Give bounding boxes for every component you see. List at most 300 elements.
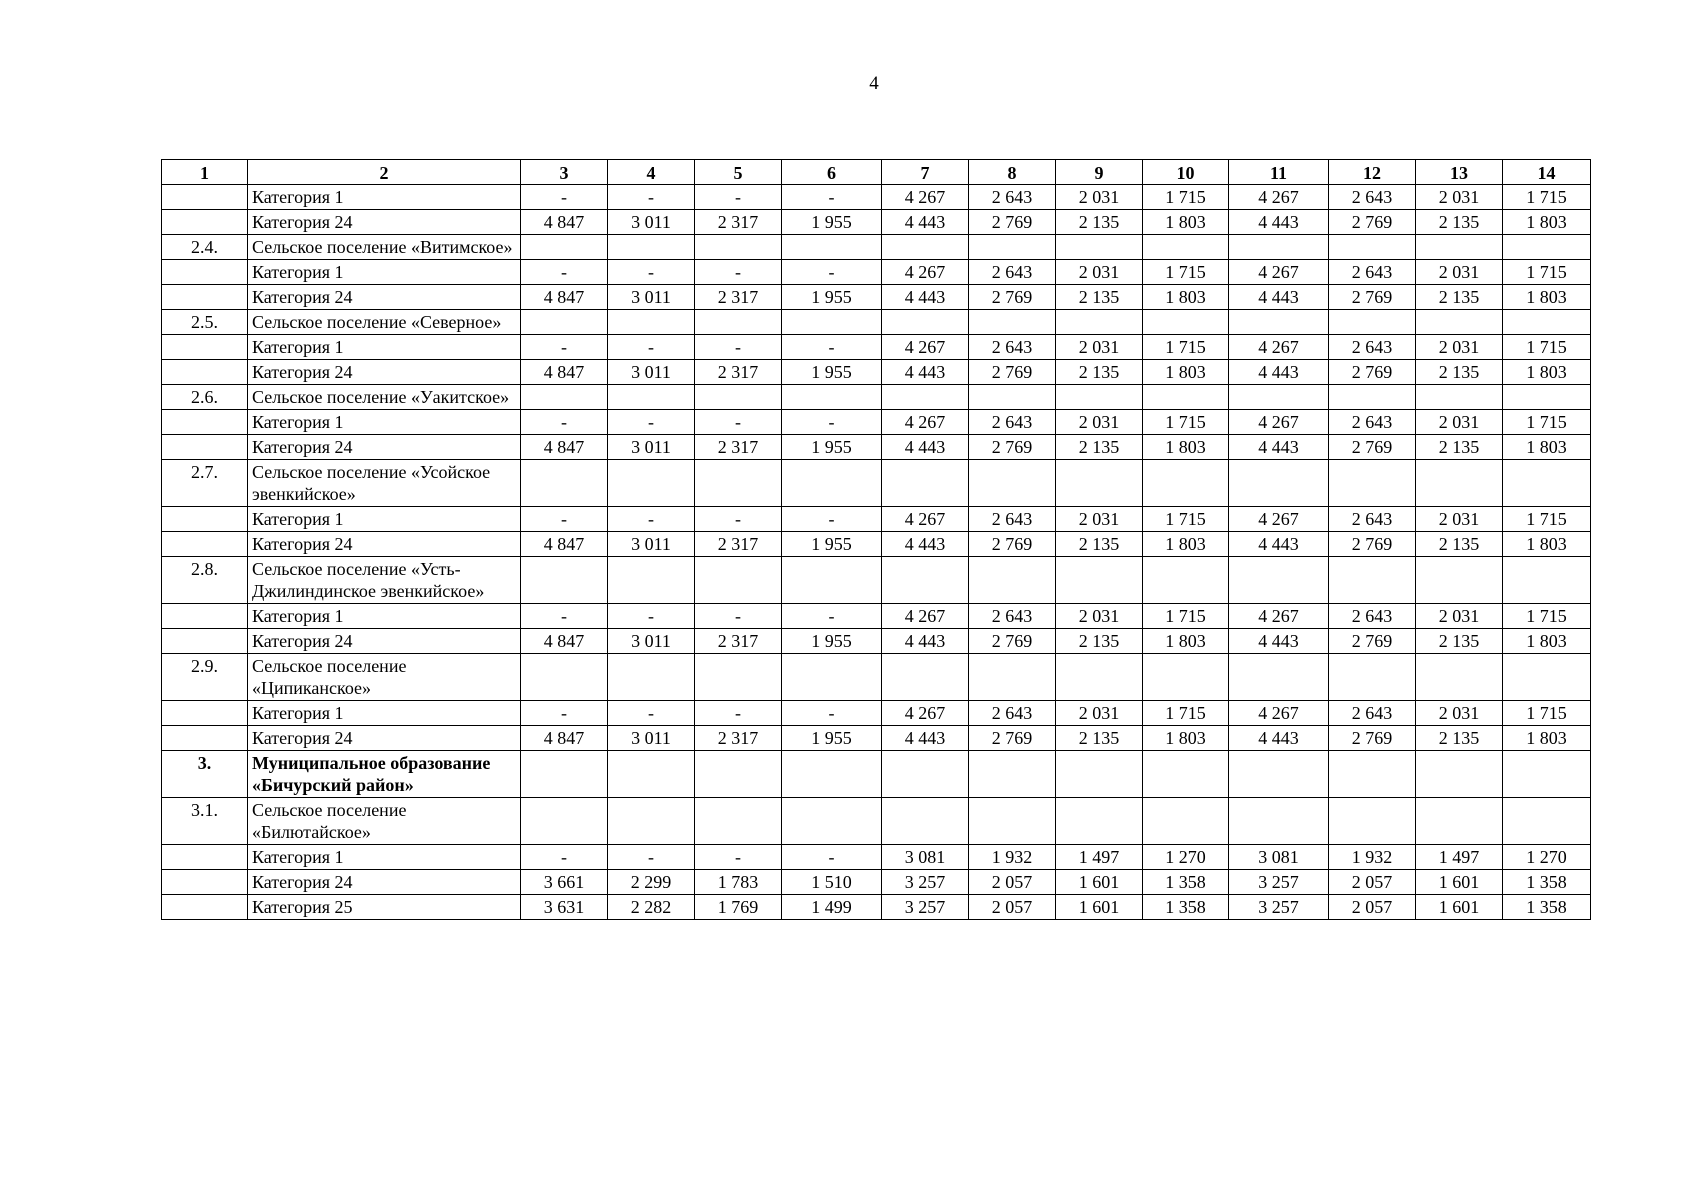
table-cell: 2 135 (1416, 629, 1503, 654)
table-cell: - (608, 185, 695, 210)
table-cell: 1 510 (782, 870, 882, 895)
row-name: Сельское поселение «Уакитское» (248, 385, 521, 410)
table-cell: 2 317 (695, 285, 782, 310)
table-cell: 4 267 (1229, 507, 1329, 532)
table-cell: 1 715 (1143, 335, 1229, 360)
table-cell: - (782, 410, 882, 435)
table-cell: 4 267 (1229, 410, 1329, 435)
row-number: 2.9. (162, 654, 248, 701)
row-name: Категория 24 (248, 360, 521, 385)
table-cell (1143, 798, 1229, 845)
table-cell: 4 443 (1229, 360, 1329, 385)
table-cell (882, 798, 969, 845)
table-cell (695, 751, 782, 798)
table-cell: 2 769 (1329, 210, 1416, 235)
table-cell (969, 385, 1056, 410)
table-row (162, 895, 1591, 920)
table-cell: - (608, 410, 695, 435)
row-name: Категория 1 (248, 845, 521, 870)
table-row (162, 460, 1591, 507)
table-cell (1056, 310, 1143, 335)
table-cell: 4 267 (882, 701, 969, 726)
table-cell: 4 443 (1229, 210, 1329, 235)
table-cell: 2 317 (695, 726, 782, 751)
table-cell: - (695, 845, 782, 870)
table-cell: 2 643 (1329, 701, 1416, 726)
row-name: Сельское поселение «Усть-Джилиндинское эвенкийское» (248, 557, 521, 604)
row-number (162, 285, 248, 310)
table-cell: 1 803 (1143, 532, 1229, 557)
table-cell: 1 955 (782, 726, 882, 751)
page-number: 4 (869, 73, 879, 94)
table-cell (1329, 654, 1416, 701)
table-row (162, 726, 1591, 751)
table-cell (1416, 460, 1503, 507)
row-number: 2.4. (162, 235, 248, 260)
row-number (162, 410, 248, 435)
table-cell: - (521, 335, 608, 360)
table-row (162, 260, 1591, 285)
table-cell (1143, 654, 1229, 701)
table-cell (521, 235, 608, 260)
table-cell: 1 803 (1503, 210, 1591, 235)
row-name: Категория 1 (248, 185, 521, 210)
table-cell: 2 031 (1056, 604, 1143, 629)
table-cell: 2 031 (1056, 260, 1143, 285)
table-cell: 1 955 (782, 435, 882, 460)
table-cell (521, 385, 608, 410)
table-cell: 3 257 (882, 870, 969, 895)
row-number (162, 629, 248, 654)
table-cell: 2 299 (608, 870, 695, 895)
table-cell: 1 601 (1056, 895, 1143, 920)
table-cell: - (782, 701, 882, 726)
table-cell: 1 803 (1503, 360, 1591, 385)
table-cell: 2 135 (1416, 726, 1503, 751)
table-cell: - (521, 604, 608, 629)
table-cell: 2 317 (695, 532, 782, 557)
table-cell: 2 031 (1056, 701, 1143, 726)
table-row (162, 870, 1591, 895)
table-cell (882, 654, 969, 701)
row-number (162, 701, 248, 726)
table-cell: 3 631 (521, 895, 608, 920)
table-cell: - (782, 260, 882, 285)
table-cell: 4 443 (1229, 532, 1329, 557)
table-cell: - (521, 507, 608, 532)
table-cell: 2 643 (969, 604, 1056, 629)
table-cell: 2 135 (1056, 210, 1143, 235)
row-name: Категория 24 (248, 870, 521, 895)
table-cell (1329, 460, 1416, 507)
table-cell (882, 310, 969, 335)
row-name: Сельское поселение «Северное» (248, 310, 521, 335)
table-cell: 4 443 (1229, 629, 1329, 654)
table-cell (782, 235, 882, 260)
column-header: 4 (608, 160, 695, 185)
table-cell (1503, 310, 1591, 335)
table-cell (1329, 385, 1416, 410)
table-cell: - (695, 260, 782, 285)
table-cell (1329, 557, 1416, 604)
table-cell: 2 282 (608, 895, 695, 920)
table-cell: 1 715 (1503, 604, 1591, 629)
table-cell (1503, 751, 1591, 798)
table-cell: 4 443 (1229, 435, 1329, 460)
table-cell: 4 267 (882, 604, 969, 629)
table-cell: 2 031 (1056, 507, 1143, 532)
column-header: 10 (1143, 160, 1229, 185)
table-cell: 2 031 (1416, 604, 1503, 629)
table-cell (1056, 798, 1143, 845)
row-name: Категория 1 (248, 260, 521, 285)
table-cell: 2 643 (969, 185, 1056, 210)
table-cell (608, 654, 695, 701)
table-cell: 1 715 (1143, 604, 1229, 629)
table-cell: 4 443 (882, 210, 969, 235)
table-cell (969, 798, 1056, 845)
table-cell: 3 011 (608, 532, 695, 557)
table-cell: 1 715 (1503, 185, 1591, 210)
table-cell: - (782, 604, 882, 629)
table-cell: 1 955 (782, 532, 882, 557)
table-cell: 4 443 (882, 285, 969, 310)
column-header: 9 (1056, 160, 1143, 185)
table-cell: 2 769 (969, 210, 1056, 235)
table-cell: 4 847 (521, 726, 608, 751)
table-cell: 2 769 (969, 629, 1056, 654)
table-cell: 3 257 (1229, 870, 1329, 895)
column-header: 13 (1416, 160, 1503, 185)
column-header: 2 (248, 160, 521, 185)
table-cell: 1 803 (1503, 285, 1591, 310)
table-cell: 2 317 (695, 629, 782, 654)
table-cell: 2 769 (1329, 360, 1416, 385)
table-cell: 2 031 (1056, 335, 1143, 360)
row-number: 2.6. (162, 385, 248, 410)
table-cell: 3 257 (1229, 895, 1329, 920)
table-cell: 1 715 (1143, 507, 1229, 532)
table-cell (1503, 460, 1591, 507)
table-cell: 3 011 (608, 726, 695, 751)
row-number (162, 870, 248, 895)
table-cell (1416, 385, 1503, 410)
table-cell: - (695, 507, 782, 532)
table-cell: 1 715 (1503, 260, 1591, 285)
table-cell (1229, 557, 1329, 604)
table-row (162, 845, 1591, 870)
table-cell: - (521, 185, 608, 210)
table-cell (882, 235, 969, 260)
table-cell (782, 751, 882, 798)
table-cell: 1 955 (782, 285, 882, 310)
table-cell (1229, 654, 1329, 701)
table-cell: 2 057 (969, 895, 1056, 920)
table-cell: 4 443 (882, 435, 969, 460)
table-row (162, 360, 1591, 385)
table-cell (608, 751, 695, 798)
row-name: Сельское поселение «Витимское» (248, 235, 521, 260)
row-name: Муниципальное образование «Бичурский район» (248, 751, 521, 798)
table-cell (1416, 751, 1503, 798)
table-cell (695, 557, 782, 604)
table-cell: 1 932 (1329, 845, 1416, 870)
table-cell: 1 955 (782, 360, 882, 385)
table-cell: 1 601 (1416, 870, 1503, 895)
table-row (162, 798, 1591, 845)
table-cell: 3 011 (608, 210, 695, 235)
table-row (162, 629, 1591, 654)
table-cell (1229, 460, 1329, 507)
table-cell: 1 358 (1143, 895, 1229, 920)
table-cell: 2 769 (1329, 435, 1416, 460)
row-number (162, 845, 248, 870)
table-cell (608, 310, 695, 335)
column-header: 11 (1229, 160, 1329, 185)
table-cell: 2 643 (969, 507, 1056, 532)
table-cell: 1 497 (1056, 845, 1143, 870)
table-cell: 4 847 (521, 285, 608, 310)
table-cell: 4 847 (521, 210, 608, 235)
table-cell (969, 751, 1056, 798)
table-cell: 2 135 (1416, 532, 1503, 557)
table-row (162, 435, 1591, 460)
table-cell: 1 932 (969, 845, 1056, 870)
table-cell (1143, 460, 1229, 507)
table-cell (1329, 235, 1416, 260)
table-cell: 1 601 (1056, 870, 1143, 895)
row-name: Категория 24 (248, 726, 521, 751)
row-name: Категория 24 (248, 629, 521, 654)
row-number: 3.1. (162, 798, 248, 845)
table-cell: 1 769 (695, 895, 782, 920)
table-cell: 4 267 (882, 260, 969, 285)
table-cell: 1 715 (1503, 701, 1591, 726)
table-cell: - (782, 507, 882, 532)
table-cell (1416, 310, 1503, 335)
row-number (162, 210, 248, 235)
table-cell: 1 803 (1503, 532, 1591, 557)
table-cell: 2 769 (1329, 285, 1416, 310)
table-cell: 1 715 (1503, 410, 1591, 435)
table-cell: 3 011 (608, 285, 695, 310)
table-cell (969, 557, 1056, 604)
table-cell (521, 798, 608, 845)
table-cell: 4 847 (521, 629, 608, 654)
table-cell (1503, 385, 1591, 410)
table-cell: 1 803 (1143, 435, 1229, 460)
table-cell (782, 654, 882, 701)
table-cell: 1 715 (1143, 260, 1229, 285)
table-cell: - (608, 604, 695, 629)
table-cell: 2 057 (969, 870, 1056, 895)
table-cell: 1 783 (695, 870, 782, 895)
table-cell: 1 803 (1143, 210, 1229, 235)
table-cell: 1 270 (1503, 845, 1591, 870)
table-cell: 4 267 (882, 335, 969, 360)
table-row (162, 507, 1591, 532)
table-cell: 4 443 (1229, 285, 1329, 310)
table-cell: 2 643 (969, 260, 1056, 285)
table-cell: 3 011 (608, 629, 695, 654)
table-cell: 2 031 (1416, 335, 1503, 360)
table-cell: - (695, 410, 782, 435)
table-cell (782, 798, 882, 845)
row-number (162, 185, 248, 210)
row-name: Категория 24 (248, 210, 521, 235)
table-cell (969, 654, 1056, 701)
row-name: Категория 1 (248, 507, 521, 532)
table-cell (969, 310, 1056, 335)
table-cell (695, 460, 782, 507)
table-cell: - (608, 701, 695, 726)
table-cell: 4 443 (882, 532, 969, 557)
table-cell: 1 358 (1503, 895, 1591, 920)
table-cell: - (521, 845, 608, 870)
table-cell: 2 769 (969, 360, 1056, 385)
table-cell: 4 443 (882, 360, 969, 385)
table-cell (1416, 654, 1503, 701)
table-cell: 1 601 (1416, 895, 1503, 920)
row-name: Категория 24 (248, 435, 521, 460)
row-number (162, 895, 248, 920)
table-cell: 2 057 (1329, 895, 1416, 920)
table-cell: - (695, 701, 782, 726)
table-row (162, 235, 1591, 260)
table-cell (1143, 310, 1229, 335)
table-cell: 1 270 (1143, 845, 1229, 870)
table-cell (1143, 751, 1229, 798)
table-row (162, 410, 1591, 435)
table-cell: 1 358 (1143, 870, 1229, 895)
table-cell (521, 310, 608, 335)
table-cell (1143, 385, 1229, 410)
table-cell: - (608, 507, 695, 532)
table-cell (695, 654, 782, 701)
table-cell (521, 460, 608, 507)
column-header: 5 (695, 160, 782, 185)
table-cell (1229, 235, 1329, 260)
table-cell (1056, 654, 1143, 701)
table-cell (882, 557, 969, 604)
table-cell: 2 769 (1329, 726, 1416, 751)
row-name: Категория 24 (248, 532, 521, 557)
row-number (162, 260, 248, 285)
table-cell (1416, 235, 1503, 260)
table-cell (608, 385, 695, 410)
table-cell: 1 955 (782, 210, 882, 235)
table-cell (882, 460, 969, 507)
table-cell: 2 135 (1056, 360, 1143, 385)
table-cell (1143, 235, 1229, 260)
table-cell: 2 643 (1329, 185, 1416, 210)
table-cell (521, 751, 608, 798)
table-cell: 4 443 (1229, 726, 1329, 751)
table-cell: 3 081 (882, 845, 969, 870)
table-cell: 1 803 (1143, 629, 1229, 654)
table-cell: 1 955 (782, 629, 882, 654)
table-cell: 1 803 (1503, 629, 1591, 654)
table-cell: 2 031 (1416, 507, 1503, 532)
table-cell: - (782, 845, 882, 870)
table-cell: 2 135 (1056, 285, 1143, 310)
table-cell (782, 385, 882, 410)
table-cell: 3 011 (608, 435, 695, 460)
table-cell (1329, 310, 1416, 335)
table-cell: 3 257 (882, 895, 969, 920)
table-cell: 2 643 (1329, 410, 1416, 435)
row-number (162, 726, 248, 751)
table-cell: 3 011 (608, 360, 695, 385)
table-cell: - (521, 260, 608, 285)
table-cell: - (695, 335, 782, 360)
table-row (162, 385, 1591, 410)
table-cell: 2 135 (1416, 360, 1503, 385)
table-cell (1056, 557, 1143, 604)
row-name: Категория 25 (248, 895, 521, 920)
table-cell (1143, 557, 1229, 604)
table-row (162, 185, 1591, 210)
table-cell: 4 267 (1229, 604, 1329, 629)
table-row (162, 604, 1591, 629)
column-header: 8 (969, 160, 1056, 185)
row-number (162, 360, 248, 385)
table-cell (521, 654, 608, 701)
table-cell (969, 460, 1056, 507)
table-cell: 4 267 (882, 185, 969, 210)
table-cell: - (608, 335, 695, 360)
table-cell (782, 460, 882, 507)
column-header: 3 (521, 160, 608, 185)
table-cell: 1 715 (1503, 335, 1591, 360)
table-cell: - (695, 604, 782, 629)
row-number (162, 335, 248, 360)
table-cell: - (608, 845, 695, 870)
table-cell (608, 235, 695, 260)
row-number (162, 532, 248, 557)
table-cell: 2 643 (1329, 507, 1416, 532)
table-cell: 2 031 (1056, 410, 1143, 435)
table-cell (1329, 798, 1416, 845)
table-cell (608, 557, 695, 604)
table-cell (608, 460, 695, 507)
row-name: Категория 24 (248, 285, 521, 310)
table-cell: 4 267 (1229, 335, 1329, 360)
table-cell (1229, 310, 1329, 335)
table-cell: 4 847 (521, 360, 608, 385)
column-header: 7 (882, 160, 969, 185)
table-cell (882, 385, 969, 410)
table-row (162, 751, 1591, 798)
table-cell: 1 803 (1143, 360, 1229, 385)
table-row (162, 285, 1591, 310)
row-number: 2.8. (162, 557, 248, 604)
table-row (162, 335, 1591, 360)
table-cell: 2 769 (1329, 532, 1416, 557)
table-cell: 2 317 (695, 210, 782, 235)
table-cell: 1 715 (1503, 507, 1591, 532)
table-cell: 1 803 (1503, 435, 1591, 460)
table-cell (1229, 798, 1329, 845)
table-cell: 4 267 (1229, 701, 1329, 726)
table-cell: 2 769 (969, 532, 1056, 557)
column-header: 1 (162, 160, 248, 185)
table-cell (695, 235, 782, 260)
table-cell: 1 358 (1503, 870, 1591, 895)
row-name: Сельское поселение «Усойское эвенкийское» (248, 460, 521, 507)
row-number: 2.5. (162, 310, 248, 335)
table-cell: 4 267 (1229, 260, 1329, 285)
